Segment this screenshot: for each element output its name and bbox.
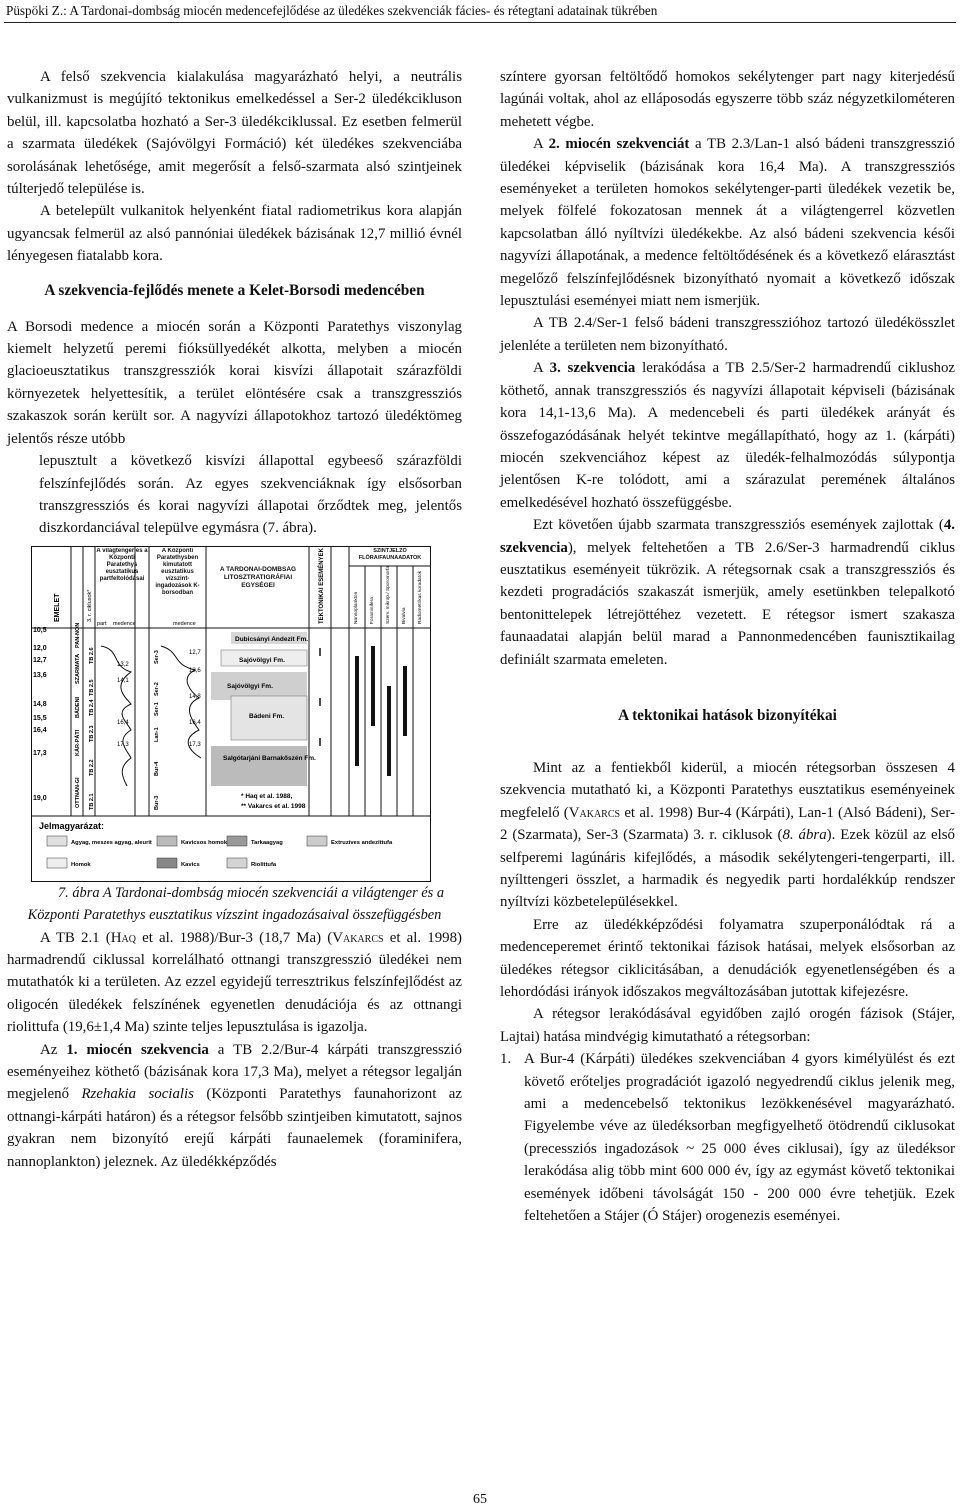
fig-header-ciklusok: 3. r. ciklusok* [87, 589, 93, 622]
fig-age-label: 13,6 [33, 671, 47, 679]
fig-ser-cycle-label: Ser-3 [154, 649, 160, 664]
fig-legend-label: Tarkaagyag [251, 839, 283, 846]
fig-header-medence-1: medence [113, 620, 136, 627]
fig-age-label: 10,5 [33, 626, 47, 634]
fig-age-label: 12,7 [33, 656, 47, 664]
fig-ser-cycle-label: Bur-3 [154, 795, 160, 810]
fig-fauna-bar-2 [371, 646, 375, 726]
fig-curve-label-left: 17,3 [117, 741, 129, 748]
fig-curve-label-right: 12,7 [189, 649, 201, 656]
fig-header-tardonai: A TARDONAI-DOMBSÁG LITOSZTRATIGRÁFIAI EGYSÉGEI [219, 565, 297, 589]
fig-legend-label: Kavics [181, 861, 200, 868]
right-paragraph-8: A rétegsor lerakódásával egyidőben zajló orogén fázisok (Stájer, Lajtai) hatása mindvégig kimutatható a rétegsorban: [500, 1006, 955, 1045]
fig-age-label: 16,4 [33, 726, 47, 734]
fig-formation-label: Dubicsányi Andezit Fm. [235, 635, 309, 643]
right-paragraph-3: A TB 2.4/Ser-1 felső bádeni transzgresszióhoz tartozó üledékösszlet jelenléte a területen nem bizonyítható. [500, 315, 955, 354]
fig-header-part: part [97, 620, 107, 627]
fig-formation-label: Sajóvölgyi Fm. [227, 682, 273, 690]
fig-header-kozponti: A Központi Paratethysben kimutatott eusztatikus vízszint-ingadozások K-borsodban [155, 547, 200, 596]
fig-formation-label: Salgótarjáni Barnakőszén Fm. [223, 754, 316, 762]
fig-curve-label-right: 17,3 [189, 741, 201, 748]
left-paragraph-6: Az 1. miocén szekvencia a TB 2.2/Bur-4 kárpáti transzgresszió eseményeihez köthető (bázisának kora 17,3 Ma), melyet a rétegsor legalján megjelenő Rzehakia socialis (Központi Paratethys faunahorizont az ottnangi-kárpáti határon) és a rétegsor felsőbb szintjeiben kimutatott, sajnos gyakran nem bizonyító erejű kárpáti faunaelemek (foraminifera, nannoplankton) jeleznek. Az üledékképződés [7, 1041, 462, 1170]
fig-legend-swatch [47, 858, 67, 868]
fig-legend-swatch [157, 836, 177, 846]
fig-tb-cycle-label: TB 2.1 [89, 793, 95, 810]
fig-fauna-header: Radiometrikus koradatok [418, 570, 423, 624]
fig-ref-haq: * Haq et al. 1988, [241, 792, 293, 800]
right-paragraph-2: A 2. miocén szekvenciát a TB 2.3/Lan-1 alsó bádeni transzgresszió üledékei képviselik (bázisának kora 16,4 Ma). A transzgressziós eseményeket a területen homokos sekélytenger-parti üledékek vezetik be, melyek fölfelé fokozatosan mennek át a világtengerrel közvetlen kapcsolatban álló nyíltvízi üledékekbe. Az alsó bádeni szekvencia késői nagyvízi állapotának, a medence feltöltődésének és a következő elárasztást megelőző felszínfejlődésnek bizonyítható nyomait a következő időszak lepusztulási eseményei miatt nem ismerjük. [500, 136, 955, 310]
header-rule [4, 22, 956, 23]
fig-curve-label-right: 14,8 [189, 693, 201, 700]
figure-7-caption: 7. ábra A Tardonai-dombság miocén szekvenciái a világtenger és a Központi Paratethys eusztatikus vízszint ingadozásaival összefüggésben [27, 884, 445, 924]
fig-formation-label: Bádeni Fm. [249, 712, 285, 720]
fig-legend-swatch [307, 836, 327, 846]
left-paragraph-5: A TB 2.1 (Haq et al. 1988)/Bur-3 (18,7 Ma) (Vakarcs et al. 1998) harmadrendű ciklussal korrelálható ottnangi transzgresszió üledékei nem mutathatók ki a területen. Az ezzel egyidejű terresztrikus felszínfejlődést az oligocén üledékek felszínének egyenetlen denudációja és az ottnangi riolittufa (19,6±1,4 Ma) szinte teljes lepusztulása is igazolja. [7, 929, 462, 1036]
fig-legend-label: Riolittufa [251, 861, 277, 868]
fig-ref-vakarcs: ** Vakarcs et al. 1998 [241, 802, 306, 810]
left-paragraph-2: A betelepült vulkanitok helyenként fiatal radiometrikus kora alapján ugyancsak felmerül az alsó pannóniai üledékek bázisának 12,7 millió évnél lényegesen fiatalabb kora. [7, 203, 462, 265]
fig-header-emelet: EMELET [54, 593, 61, 622]
section-heading-tectonics: A tektonikai hatások bizonyítékai [618, 706, 837, 724]
fig-curve-label-right: 13,6 [189, 667, 201, 674]
fig-unit-salgotarjani [211, 746, 307, 786]
right-paragraph-6: Mint az a fentiekből kiderül, a miocén rétegsorban összesen 4 szekvencia mutatható ki, a Központi Paratethys eusztatikus eseményeinek megfelelő (Vakarcs et al. 1998) Bur-4 (Kárpáti), Lan-1 (Alsó Bádeni), Ser-2 (Szarmata), Ser-3 (Szarmata) 3. r. ciklusok (8. ábra). Ezek közül az első selfperemi lagúnáris kifejlődés, a második sekélytengeri-tengerparti, ill. nyílttengeri összlet, a harmadik és negyedik parti hordalékkúp rendszer nyíltvízi közbetelepülésekkel. [500, 759, 955, 911]
fig-legend-swatch [47, 836, 67, 846]
fig-tb-cycle-label: TB 2.3 [89, 725, 95, 742]
fig-stage-label: SZARMATA [75, 653, 81, 684]
page-number: 65 [473, 1492, 487, 1507]
fig-legend-label: Homok [71, 861, 91, 868]
right-paragraph-5: Ezt követően újabb szarmata transzgressziós események zajlottak (4. szekvencia), melyek feltehetően a TB 2.6/Ser-3 harmadrendű ciklus eusztatikus eseményeit tükrözik. A rétegsornak csak a transzgressziós és kezdeti progradációs szakaszát ismerjük, amely esetünkben telepalkotó bentonittelepek létrejöttéhez vezetett. E rétegsor ismert szakasza faunaadatai alapján belül marad a Pannonmedencében faunisztikailag definiált szarmata emeleten. [500, 517, 955, 668]
fig-curve-label-left: 16,4 [117, 719, 129, 726]
fig-age-label: 12,0 [33, 644, 47, 652]
fig-stage-label: KÁR-PÁTI [75, 729, 81, 756]
list-item: 1. A Bur-4 (Kárpáti) üledékes szekvenciában 4 gyors kimélyülést és ezt követő erőteljes progradációt igazoló negyedrendű ciklus jelenik meg, ami a medencebelső tektonikus lezökkenésével magyarázható. Figyelembe véve az üledéksorban megfigyelhető ötödrendű ciklusokat (precessziós ingadozások ~ 25 000 éves ciklusai), így az üledéksor lerakódása alig több mint 600 000 év, így az egymást követő tektonikai események időbeni távolságát 150 - 200 000 évre tehetjük. Ezek feltehetően a Stájer (Ó Stájer) orogenezis eseményei. [500, 1051, 955, 1225]
fig-legend-label: Extruzíves andezittufa [331, 839, 393, 846]
fig-header-tektonikai: TEKTONIKAI ESEMÉNYEK [319, 547, 325, 624]
left-paragraph-4: lepusztult a következő kisvízi állapottal egybeeső szárazföldi felszínfejlődés során. Az egyes szekvenciáknak így elsősorban transzgressziós és korai nagyvízi állapotai őrződtek meg, jelentős diszkordanciával települve egymásra (7. ábra). [39, 453, 462, 537]
fig-tb-cycle-label: TB 2.6 [89, 647, 95, 664]
fig-tb-cycle-label: TB 2.4 [89, 699, 95, 716]
fig-age-label: 14,8 [33, 700, 47, 708]
fig-age-label: 19,0 [33, 794, 47, 802]
fig-header-medence-2: medence [173, 620, 196, 627]
figure-7 [31, 546, 431, 882]
fig-curve-label-left: 14,1 [117, 677, 129, 684]
fig-ser-cycle-label: Ser-2 [154, 681, 160, 696]
left-paragraph-3: A Borsodi medence a miocén során a Központi Paratethys viszonylag kiemelt helyzetű peremi fióksüllyedékét alkotta, melyben a miocén glacioeusztatikus transzgressziók korai kisvízi állapotait szárazföldi környezetek helyettesítik, a terület elöntésére csak a transzgressziós szakaszok során került sor. A nagyvízi állapotokhoz tartozó üledéktömeg jelentős része utóbb [7, 318, 462, 447]
fig-legend-swatch [227, 836, 247, 846]
fig-legend-title: Jelmagyarázat: [39, 820, 105, 831]
fig-stage-label: BÁDENI [75, 696, 81, 718]
fig-legend-swatch [157, 858, 177, 868]
fig-stage-label: OTTNAN-GI [75, 777, 81, 808]
fig-ser-cycle-label: Bur-4 [154, 761, 160, 776]
fig-fauna-header: Foraminifera [370, 596, 375, 624]
fig-age-label: 15,5 [33, 714, 47, 722]
running-header: Püspöki Z.: A Tardonai-dombság miocén medencefejlődése az üledékes szekvenciák fácies- és rétegtani adatainak tükrében [6, 3, 658, 18]
fig-fauna-header: Bivalvia [402, 607, 407, 624]
fig-header-szintjelzo: SZINTJELZŐ FLÓRA/FAUNAADATOK [358, 547, 422, 561]
fig-formation-label: Sajóvölgyi Fm. [239, 656, 285, 664]
fig-fauna-header: Szerv. mikrop./ Sporomorfa [386, 565, 391, 624]
fig-header-vilagtenger: A világtenger és a Központi Paratethys eusztatikus partfeltolódásai [96, 547, 148, 582]
section-heading-borsod: A szekvencia-fejlődés menete a Kelet-Borsodi medencében [44, 281, 425, 299]
fig-fauna-bar-1 [355, 656, 359, 766]
right-paragraph-4: A 3. szekvencia lerakódása a TB 2.5/Ser-2 harmadrendű ciklushoz köthető, annak transzgressziós és nagyvízi állapotait képviseli (bázisának kora 14,1-13,6 Ma). A medencebeli és parti üledékek arányát és összefogazódásának helyét tekintve megállapítható, hogy az 1. (kárpáti) miocén szekvenciához képest az üledék-felhalmozódás súlypontja jelentősen K-re tolódott, ami a szárazulat peremének általános emelkedésével hozható összefüggésbe. [500, 360, 955, 511]
fig-fauna-bar-4 [403, 666, 407, 736]
fig-tb-cycle-label: TB 2.2 [89, 759, 95, 776]
fig-curve-label-right: 16,4 [189, 719, 201, 726]
fig-legend-swatch [227, 858, 247, 868]
left-column [7, 66, 462, 1173]
fig-tb-cycle-label: TB 2.5 [89, 679, 95, 696]
fig-stage-label: PAN-NON [75, 622, 81, 648]
fig-curve-label-left: 13,2 [117, 661, 129, 668]
right-paragraph-7: Erre az üledékképződési folyamatra szuperponálódtak rá a medenceperemet érintő tektonikai fázisok hatásai, melyek elsősorban az üledékes rétegsor ciklicitásában, a denudációk egyenetlenségében és a lehordódási irányok időszakos megváltozásában jutottak kifejezésre. [500, 916, 955, 1001]
fig-legend-label: Kavicsos homok [181, 839, 228, 846]
left-paragraph-1: A felső szekvencia kialakulása magyarázható helyi, a neutrális vulkanizmust is megújító tektonikus emelkedéssel a Ser-2 üledékcikluson belül, ill. kapcsolatba hozható a Ser-3 üledékciklussal. Ez esetben felmerül a szarmata üledékek (Sajóvölgyi Formáció) két üledékes szekvenciába sorolásának lehetősége, amit megerősít a felső-szarmata alsó szintjeinek túlterjedő települése is. [7, 69, 462, 198]
fig-legend-label: Agyag, meszes agyag, aleurit [71, 839, 152, 846]
fig-fauna-bar-3 [387, 686, 391, 776]
fig-ser-cycle-label: Lan-1 [154, 727, 160, 742]
fig-fauna-header: Nannoplankton [354, 591, 359, 624]
fig-age-label: 17,3 [33, 749, 47, 757]
right-paragraph-1: színtere gyorsan feltöltődő homokos sekélytenger part nagy kiterjedésű lagúnái voltak, ahol az elláposodás egyszerre több száz négyzetkilométeren mehetett végbe. [500, 69, 955, 130]
fig-ser-cycle-label: Ser-1 [154, 701, 160, 716]
right-column [500, 66, 955, 1228]
